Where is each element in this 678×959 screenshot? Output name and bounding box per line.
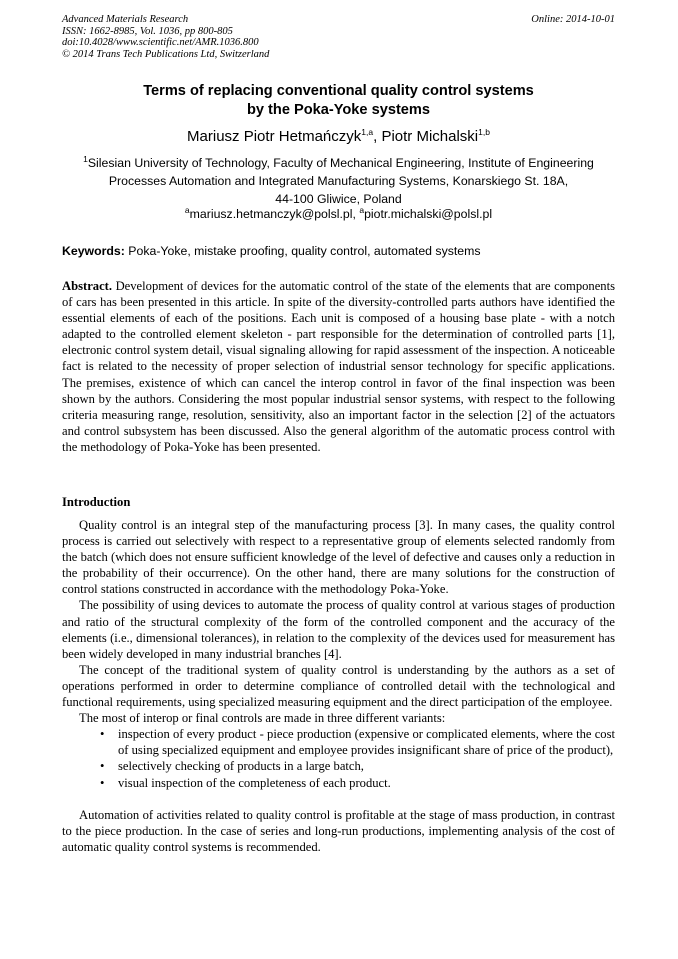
abstract-text: Development of devices for the automatic control of the state of the elements that are components of cars has been presented in this article. In spite of the diversity-controlled parts authors have identified the essential elements of each of the positions. Each unit is composed of a housing base plate - with a notch adapted to the controlled element skeleton - part responsible for the determination of controlled parts [1], electronic control system detail, visual signaling allowing for rapid assessment of the inspection. A noticeable fact is related to the necessity of proper selection of industrial sensor technology for specific applications. The premises, existence of which can cancel the interop control in favor of the final inspection was been shown by the authors. Considering the most popular industrial sensor systems, with respect to the following criteria measuring range, resolution, sensitivity, also an important factor in the selection [2] of the actuators and control subsystem has been discussed. Also the general algorithm of the automatic process control with the methodology of Poka-Yoke has been presented.	[62, 279, 616, 454]
author-separator: ,	[373, 128, 382, 145]
list-item	[62, 758, 615, 774]
author-superscript: 1,b	[478, 127, 490, 137]
paragraph: The most of interop or final controls are made in three different variants:	[79, 711, 446, 726]
affiliation-superscript: 1	[83, 153, 88, 164]
paragraph: The concept of the traditional system of quality control is understanding by the authors as a set of operations performed in order to determine compliance of controlled detail with the technological and functional requirements, using specialized measuring equipment and the direct participation of the employee.	[62, 662, 615, 710]
affiliation-line-2: Processes Automation and Integrated Manufacturing Systems, Konarskiego St. 18A,	[108, 174, 569, 188]
paper-title	[62, 82, 615, 120]
abstract	[62, 278, 615, 455]
section-heading-introduction: Introduction	[62, 495, 131, 509]
abstract-label: Abstract.	[62, 279, 113, 293]
list-item-text: inspection of every product - piece production (expensive or complicated elements, where the cost of using specialized equipment and employee provides insignificant share of price of the product),	[118, 727, 615, 758]
journal-doi: doi:10.4028/www.scientific.net/AMR.1036.800	[62, 37, 259, 48]
journal-header	[62, 14, 615, 60]
affiliation-line-1: Silesian University of Technology, Faculty of Mechanical Engineering, Institute of Engineering	[87, 156, 594, 170]
introduction-body	[62, 517, 615, 855]
affiliation-line-3: 44-100 Gliwice, Poland	[275, 192, 402, 206]
email-superscript: a	[184, 204, 190, 215]
bullet-icon: •	[100, 775, 105, 790]
email-superscript: a	[359, 204, 365, 215]
list-item	[62, 775, 615, 791]
bullet-icon: •	[100, 727, 105, 742]
paragraph: Automation of activities related to quality control is profitable at the stage of mass production, in contrast to the piece production. In the case of series and long-run productions, implementing analysis of the cost of automatic quality control systems is recommended.	[62, 807, 615, 854]
variant-list	[62, 726, 615, 790]
keywords	[62, 243, 615, 260]
journal-issn: ISSN: 1662-8985, Vol. 1036, pp 800-805	[62, 25, 233, 37]
author-email[interactable]: piotr.michalski@polsl.pl	[364, 207, 493, 221]
paragraph: The possibility of using devices to automate the process of quality control at various stages of production and ratio of the structural complexity of the form of the controlled component and the accuracy of the elements (i.e., dimensional tolerances), in relation to the complexity of the devices used for measurement has been widely developed in many industrial branches [4].	[62, 598, 615, 661]
author-list	[62, 127, 615, 147]
paper-title-line-1: Terms of replacing conventional quality control systems	[143, 83, 534, 99]
author-superscript: 1,a	[361, 127, 374, 137]
list-item-text: visual inspection of the completeness of each product.	[118, 775, 391, 790]
author-email[interactable]: mariusz.hetmanczyk@polsl.pl	[189, 207, 353, 221]
paper-title-line-2: by the Poka-Yoke systems	[246, 102, 431, 118]
journal-name: Advanced Materials Research	[62, 14, 189, 25]
email-list	[62, 206, 615, 223]
journal-copyright: © 2014 Trans Tech Publications Ltd, Switzerland	[62, 48, 270, 60]
email-separator: ,	[352, 207, 360, 221]
online-date: Online: 2014-10-01	[531, 14, 615, 25]
author-name: Piotr Michalski	[381, 128, 479, 145]
list-item	[62, 726, 615, 758]
list-item-text: selectively checking of products in a large batch,	[118, 759, 364, 774]
bullet-icon: •	[100, 759, 105, 774]
keywords-text: Poka-Yoke, mistake proofing, quality control, automated systems	[128, 244, 481, 258]
author-name: Mariusz Piotr Hetmańczyk	[187, 128, 362, 145]
affiliation	[62, 154, 615, 208]
keywords-label: Keywords:	[62, 244, 125, 258]
paragraph: Quality control is an integral step of the manufacturing process [3]. In many cases, the quality control process is carried out selectively with respect to a representative group of elements selected randomly from the batch (which does not ensure sufficient knowledge of the level of defective and causes only a reduction in the probability of their occurrence). On the other hand, there are many solutions for the construction of control stations constructed in accordance with the methodology Poka-Yoke.	[62, 518, 615, 597]
